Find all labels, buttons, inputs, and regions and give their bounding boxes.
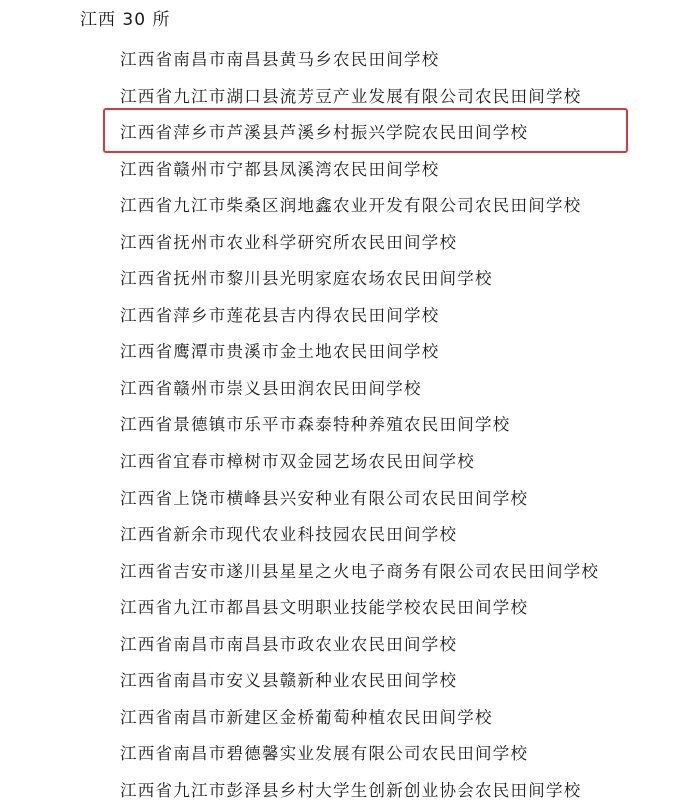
list-item-highlighted: 江西省萍乡市芦溪县芦溪乡村振兴学院农民田间学校 — [120, 123, 529, 143]
list-item: 江西省赣州市崇义县田润农民田间学校 — [120, 378, 422, 398]
list-item: 江西省南昌市新建区金桥葡萄种植农民田间学校 — [120, 707, 493, 727]
list-item: 江西省萍乡市莲花县吉内得农民田间学校 — [120, 305, 440, 325]
highlight-box — [103, 108, 628, 153]
list-item: 江西省南昌市南昌县市政农业农民田间学校 — [120, 634, 458, 654]
list-item: 江西省南昌市南昌县黄马乡农民田间学校 — [120, 50, 440, 69]
list-item: 江西省九江市柴桑区润地鑫农业开发有限公司农民田间学校 — [120, 196, 582, 216]
list-item: 江西省赣州市宁都县凤溪湾农民田间学校 — [120, 159, 440, 179]
list-item: 江西省上饶市横峰县兴安种业有限公司农民田间学校 — [120, 488, 529, 508]
list-item: 江西省九江市都昌县文明职业技能学校农民田间学校 — [120, 598, 529, 618]
list-item: 江西省南昌市碧德馨实业发展有限公司农民田间学校 — [120, 744, 529, 764]
list-item: 江西省新余市现代农业科技园农民田间学校 — [120, 525, 458, 545]
list-item: 江西省抚州市农业科学研究所农民田间学校 — [120, 232, 458, 252]
list-item: 江西省景德镇市乐平市森泰特种养殖农民田间学校 — [120, 415, 511, 435]
list-item: 江西省鹰潭市贵溪市金土地农民田间学校 — [120, 342, 440, 362]
list-item: 江西省抚州市黎川县光明家庭农场农民田间学校 — [120, 269, 493, 289]
list-item: 江西省吉安市遂川县星星之火电子商务有限公司农民田间学校 — [120, 561, 600, 581]
section-heading: 江西 30 所 — [80, 10, 171, 30]
list-item: 江西省南昌市安义县赣新种业农民田间学校 — [120, 671, 458, 691]
list-item: 江西省九江市彭泽县乡村大学生创新创业协会农民田间学校 — [120, 780, 582, 800]
school-list — [0, 44, 599, 811]
list-item: 江西省九江市湖口县流芳豆产业发展有限公司农民田间学校 — [120, 86, 582, 106]
list-item: 江西省宜春市樟树市双金园艺场农民田间学校 — [120, 452, 475, 472]
